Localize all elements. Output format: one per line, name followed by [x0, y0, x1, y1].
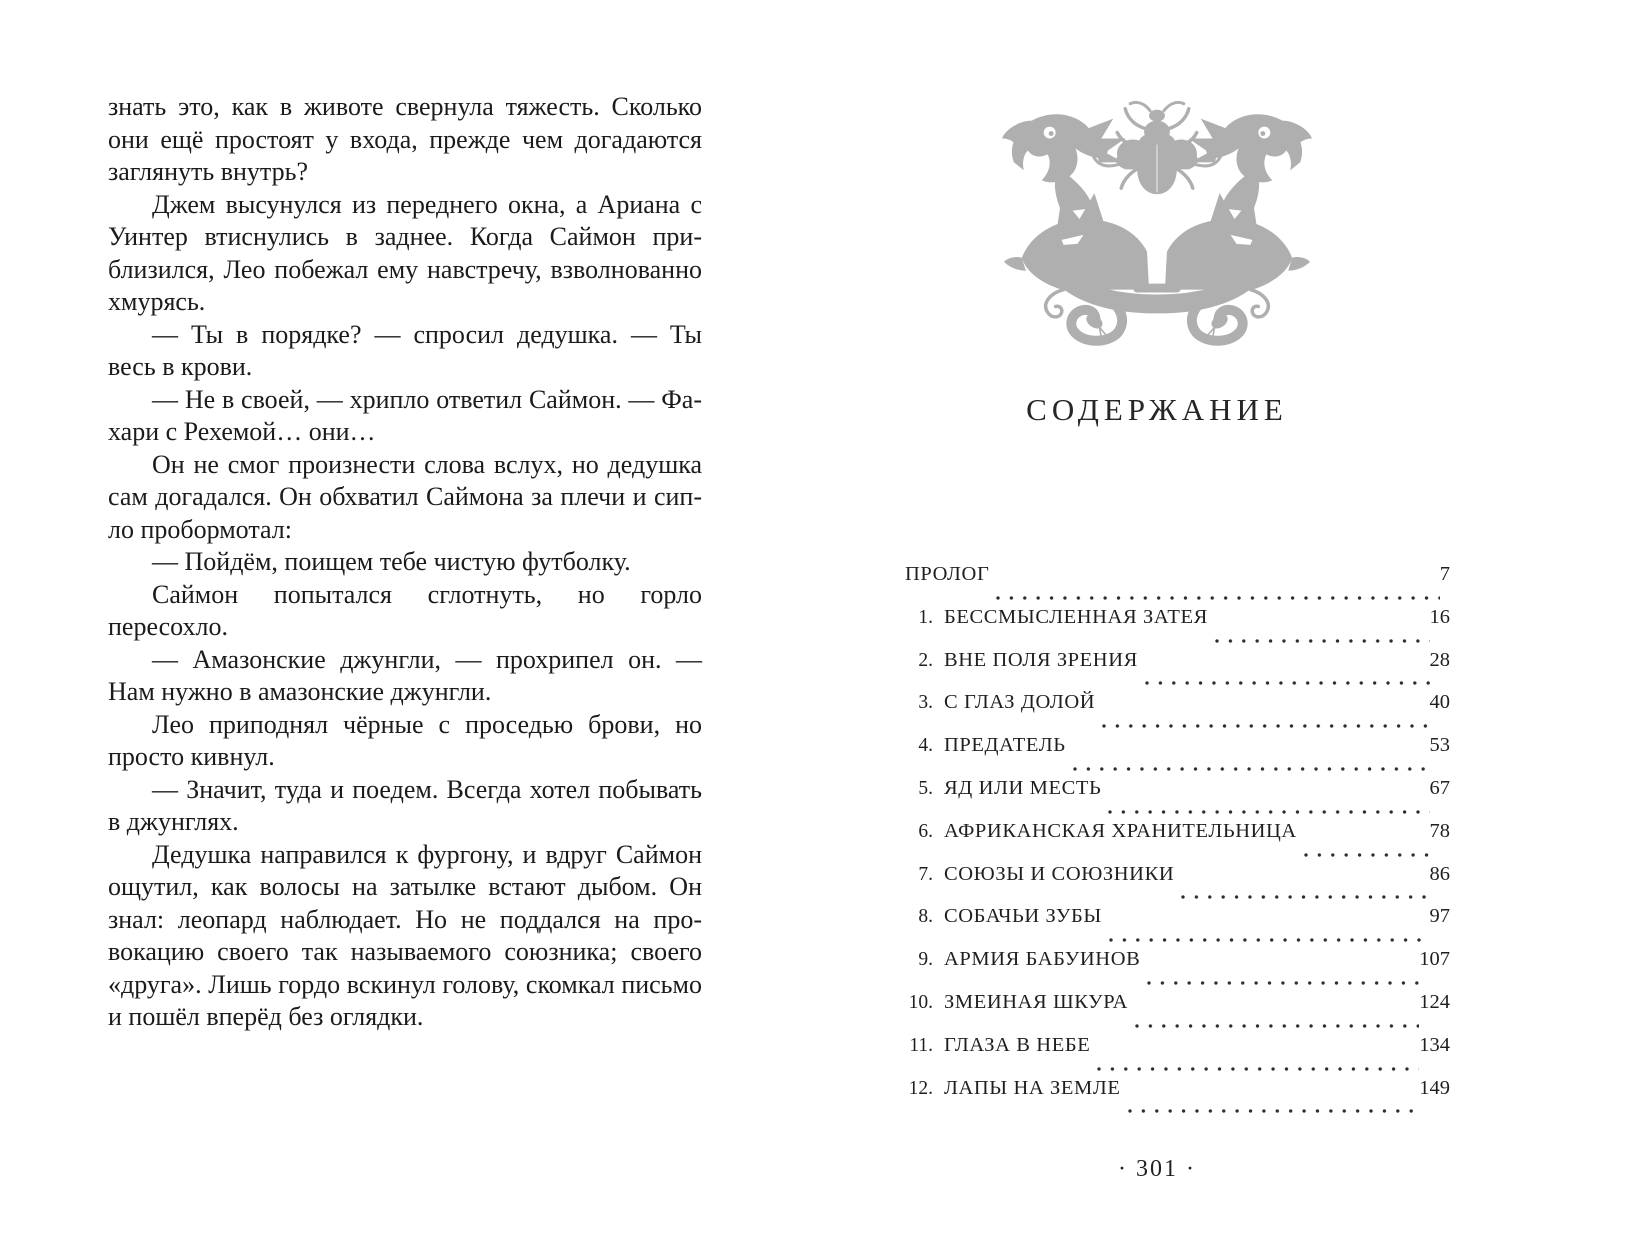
toc-dot-leader: [1147, 981, 1419, 985]
contents-page: [812, 0, 1502, 1252]
toc-row: [905, 905, 1450, 948]
body-paragraph: — Ты в порядке? — спросил дедушка. — Ты весь в крови.: [108, 319, 702, 381]
toc-chapter-title: ЛАПЫ НА ЗЕМЛЕ: [944, 1076, 1121, 1099]
toc-row: [905, 1077, 1450, 1120]
toc-chapter-number: 12.: [908, 1077, 933, 1099]
toc-dot-leader: [1135, 1024, 1419, 1028]
toc-chapter-title: БЕССМЫСЛЕННАЯ ЗАТЕЯ: [944, 605, 1208, 628]
toc-page-number: 107: [1419, 948, 1450, 971]
body-paragraph: Саймон попытался сглотнуть, но горло пересохло.: [108, 579, 702, 641]
toc-chapter-title: СОЮЗЫ И СОЮЗНИКИ: [944, 862, 1175, 885]
body-paragraph: — Пойдём, поищем тебе чистую футболку.: [152, 547, 631, 576]
toc-page-number: 53: [1429, 734, 1450, 757]
toc-chapter-number: 10.: [908, 991, 933, 1013]
toc-chapter-title: ПРОЛОГ: [905, 563, 990, 585]
folio-page-number: · 301 ·: [1118, 1156, 1196, 1182]
toc-row: [905, 948, 1450, 991]
contents-page-title: СОДЕРЖАНИЕ: [1026, 392, 1288, 427]
toc-chapter-title: АФРИКАНСКАЯ ХРАНИТЕЛЬНИЦА: [944, 819, 1297, 842]
toc-chapter-title: ГЛАЗА В НЕБЕ: [944, 1033, 1091, 1056]
body-paragraph: Джем высунулся из переднего окна, а Ариана с Уинтер втиснулись в заднее. Когда Саймон приблизился, Лео побежал ему навстречу, взволнованно хмурясь.: [108, 189, 702, 316]
toc-row: [905, 691, 1450, 734]
toc-page-number: 124: [1419, 990, 1450, 1013]
eagle-icon: [1002, 114, 1125, 212]
toc-chapter-number: 11.: [909, 1034, 933, 1056]
toc-dot-leader: [1097, 1067, 1419, 1071]
body-paragraph: — Амазонские джунгли, — прохрипел он. — Нам нужно в амазонские джунгли.: [108, 644, 702, 706]
toc-chapter-title: СОБАЧЬИ ЗУБЫ: [944, 905, 1102, 928]
toc-chapter-number: 5.: [918, 777, 933, 799]
toc-row: [905, 649, 1450, 692]
toc-dot-leader: [1108, 810, 1429, 814]
toc-page-number: 97: [1429, 905, 1450, 928]
toc-row: [905, 991, 1450, 1034]
toc-row: [905, 606, 1450, 649]
toc-dot-leader: [1181, 895, 1429, 899]
toc-page-number: 16: [1429, 605, 1450, 628]
toc-dot-leader: [1215, 639, 1430, 643]
toc-dot-leader: [1128, 1109, 1420, 1113]
left-page-body-text: [108, 91, 702, 1034]
body-paragraph: Он не смог произнести слова вслух, но дедушка сам догадался. Он обхватил Саймона за плечи и сипло пробормотал:: [108, 449, 702, 544]
toc-list: [905, 563, 1450, 1119]
toc-chapter-title: ЯД ИЛИ МЕСТЬ: [944, 776, 1102, 799]
body-paragraph: Дедушка направился к фургону, и вдруг Саймон ощутил, как волосы на затылке встают дыбом. Он знал: леопард наблюдает. Но не поддался на провокацию своего так называемого союзника; своего «друга». Лишь гордо вскинул голову, скомкал письмо и пошёл вперёд без оглядки.: [108, 839, 702, 1031]
crest-emblem: [998, 94, 1316, 348]
toc-page-number: 149: [1419, 1076, 1450, 1099]
toc-row: [905, 1034, 1450, 1077]
body-paragraph: — Не в своей, — хрипло ответил Саймон. — Фахари с Рехемой… они…: [108, 384, 702, 446]
toc-page-number: 67: [1429, 776, 1450, 799]
toc-page-number: 40: [1429, 691, 1450, 714]
toc-row: [905, 734, 1450, 777]
toc-row: [905, 777, 1450, 820]
toc-dot-leader: [1073, 767, 1430, 771]
toc-page-number: 7: [1439, 563, 1450, 585]
toc-chapter-title: ЗМЕИНАЯ ШКУРА: [944, 990, 1129, 1013]
toc-chapter-number: 4.: [918, 735, 933, 757]
body-paragraph: — Значит, туда и поедем. Всегда хотел побывать в джунглях.: [108, 774, 702, 836]
toc-page-number: 28: [1429, 648, 1450, 671]
toc-page-number: 134: [1419, 1033, 1450, 1056]
toc-row: [905, 820, 1450, 863]
toc-row-prologue: [905, 563, 1450, 606]
body-paragraph: Лео приподнял чёрные с проседью брови, но просто кивнул.: [108, 709, 702, 771]
toc-chapter-number: 6.: [918, 820, 933, 842]
toc-dot-leader: [996, 596, 1439, 600]
toc-chapter-number: 3.: [918, 692, 933, 714]
toc-row: [905, 863, 1450, 906]
toc-chapter-number: 8.: [918, 906, 933, 928]
toc-dot-leader: [1102, 724, 1429, 728]
toc-chapter-number: 7.: [918, 863, 933, 885]
toc-dot-leader: [1109, 938, 1430, 942]
toc-chapter-number: 2.: [918, 649, 933, 671]
toc-dot-leader: [1145, 681, 1430, 685]
toc-chapter-number: 1.: [918, 606, 933, 628]
toc-chapter-title: АРМИЯ БАБУИНОВ: [944, 948, 1141, 971]
toc-chapter-title: ВНЕ ПОЛЯ ЗРЕНИЯ: [944, 648, 1138, 671]
toc-dot-leader: [1304, 853, 1430, 857]
toc-chapter-title: ПРЕДАТЕЛЬ: [944, 734, 1066, 757]
body-paragraph: знать это, как в животе свернула тяжесть. Сколько они ещё простоят у входа, прежде чем догадаются заглянуть внутрь?: [108, 92, 702, 186]
toc-chapter-title: С ГЛАЗ ДОЛОЙ: [944, 691, 1096, 714]
toc-page-number: 78: [1429, 819, 1450, 842]
toc-page-number: 86: [1429, 862, 1450, 885]
toc-chapter-number: 9.: [918, 949, 933, 971]
